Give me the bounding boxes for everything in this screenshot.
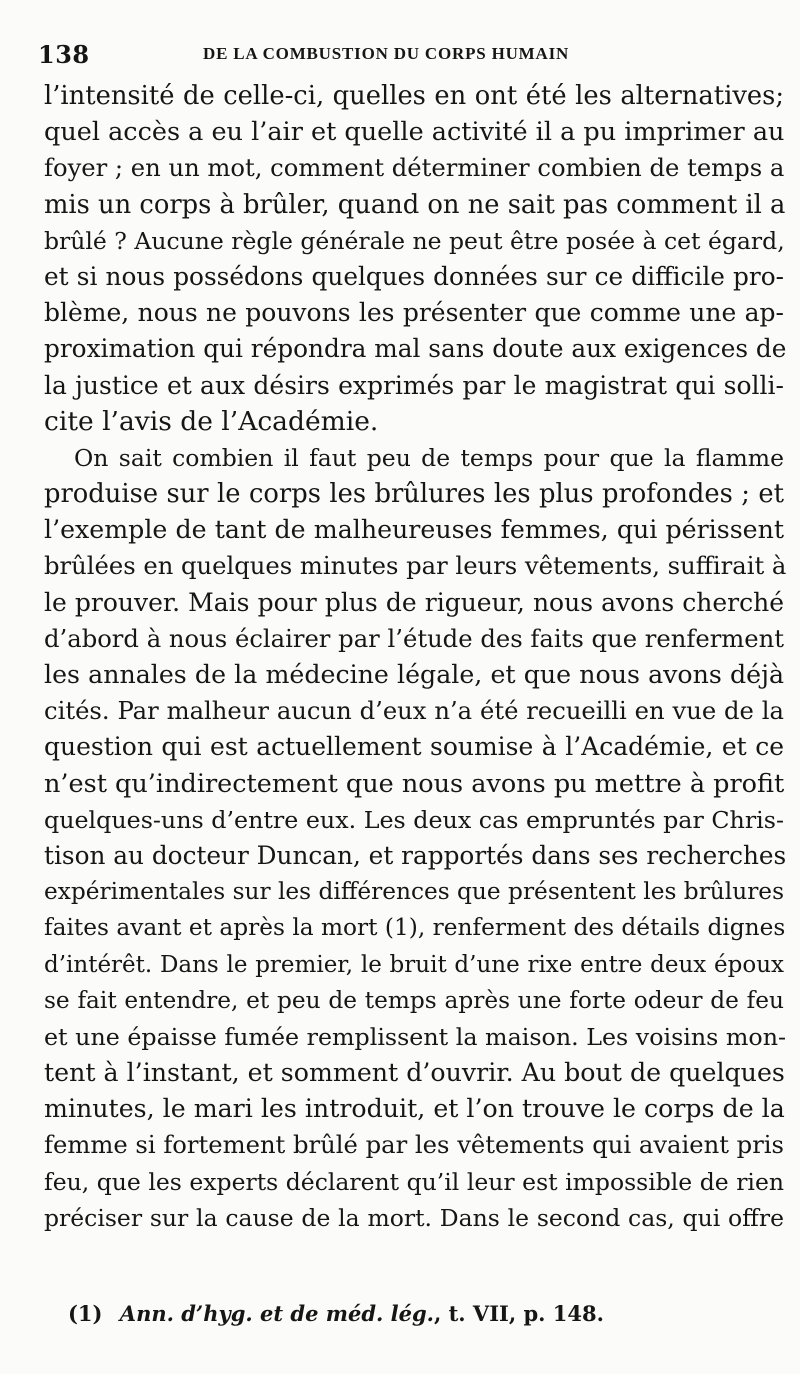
text-line: préciser sur la cause de la mort. Dans le second cas, qui offre <box>44 1203 784 1232</box>
text-line: l’exemple de tant de malheureuses femmes, qui périssent <box>44 515 784 545</box>
text-line: brûlées en quelques minutes par leurs vêtements, suffirait à <box>44 551 787 581</box>
text-line: tent à l’instant, et somment d’ouvrir. Au bout de quelques <box>44 1058 785 1088</box>
text-line: brûlé ? Aucune règle générale ne peut être posée à cet égard, <box>44 226 785 255</box>
text-line: mis un corps à brûler, quand on ne sait pas comment il a <box>44 189 786 220</box>
paragraph-end-line: cite l’avis de l’Académie. <box>44 405 379 437</box>
text-line: produise sur le corps les brûlures les plus profondes ; et <box>44 479 784 510</box>
text-line: et une épaisse fumée remplissent la maison. Les voisins mon- <box>44 1022 787 1051</box>
page-header <box>38 40 778 70</box>
body-text <box>44 78 787 1236</box>
footnote-citation: Ann. d’hyg. et de méd. lég. <box>119 1301 434 1326</box>
text-line: minutes, le mari les introduit, et l’on trouve le corps de la <box>44 1094 785 1124</box>
running-head: DE LA COMBUSTION DU CORPS HUMAIN <box>203 44 570 63</box>
text-line: quel accès a eu l’air et quelle activité il a pu imprimer au <box>44 117 785 148</box>
text-line: feu, que les experts déclarent qu’il leur est impossible de rien <box>44 1167 784 1196</box>
text-line: d’intérêt. Dans le premier, le bruit d’une rixe entre deux époux <box>44 951 784 978</box>
text-line: foyer ; en un mot, comment déterminer combien de temps a <box>44 153 785 183</box>
text-line: cités. Par malheur aucun d’eux n’a été recueilli en vue de la <box>44 696 784 726</box>
text-line: question qui est actuellement soumise à l’Académie, et ce <box>44 732 784 762</box>
text-line: proximation qui répondra mal sans doute aux exigences de <box>44 334 787 364</box>
paragraph-start-line: On sait combien il faut peu de temps pour que la flamme <box>74 443 784 472</box>
page-number: 138 <box>38 40 90 69</box>
footnote-marker: (1) <box>68 1301 103 1326</box>
text-line: les annales de la médecine légale, et que nous avons déjà <box>44 660 784 689</box>
text-line: expérimentales sur les différences que présentent les brûlures <box>44 878 784 906</box>
footnote-reference: , t. VII, p. 148. <box>433 1301 604 1326</box>
text-line: d’abord à nous éclairer par l’étude des faits que renferment <box>44 623 784 653</box>
text-line: le prouver. Mais pour plus de rigueur, nous avons cherché <box>44 587 784 617</box>
footnote <box>68 1301 604 1326</box>
text-line: l’intensité de celle-ci, quelles en ont été les alternatives; <box>44 81 784 111</box>
text-line: blème, nous ne pouvons les présenter que comme une ap- <box>44 298 784 328</box>
text-line: tison au docteur Duncan, et rapportés dans ses recherches <box>44 840 787 870</box>
text-line: faites avant et après la mort (1), renferment des détails dignes <box>44 914 786 942</box>
text-line: n’est qu’indirectement que nous avons pu mettre à profit <box>44 768 785 799</box>
text-line: la justice et aux désirs exprimés par le magistrat qui solli- <box>44 370 784 400</box>
text-line: quelques-uns d’entre eux. Les deux cas empruntés par Chris- <box>44 805 784 834</box>
text-line: et si nous possédons quelques données sur ce difficile pro- <box>44 261 784 291</box>
text-line: femme si fortement brûlé par les vêtements qui avaient pris <box>44 1130 784 1160</box>
text-line: se fait entendre, et peu de temps après une forte odeur de feu <box>44 986 784 1014</box>
